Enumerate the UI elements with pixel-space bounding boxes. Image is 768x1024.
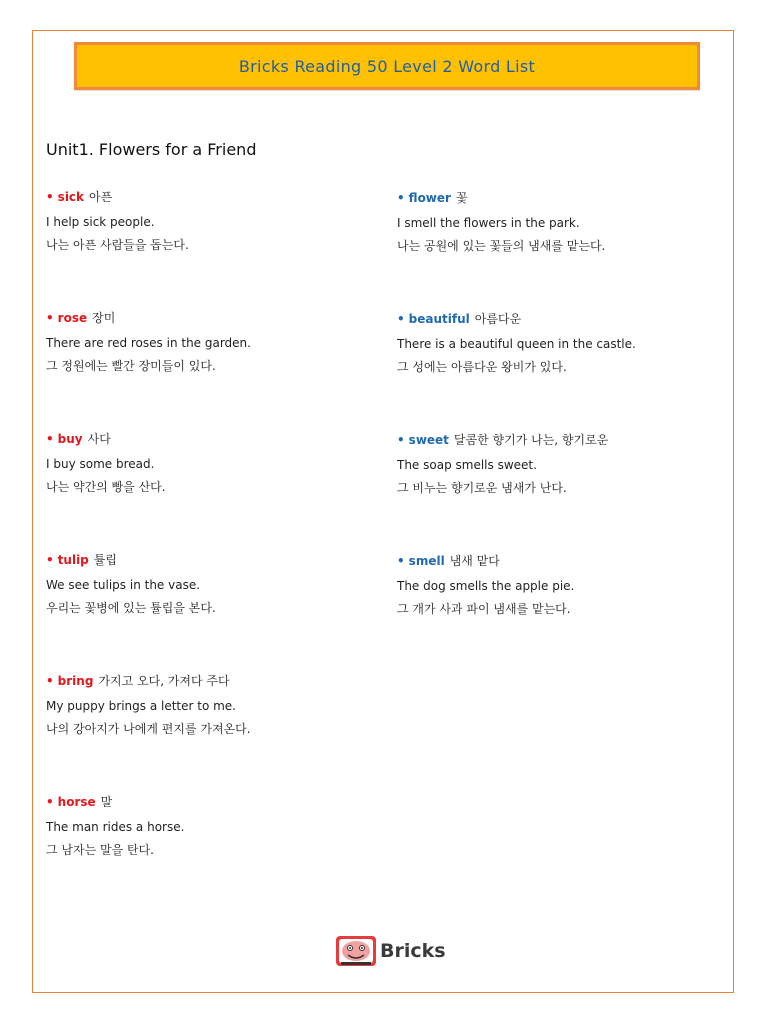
vocab-meaning: 냄새 맡다	[449, 554, 500, 568]
example-translation: 그 남자는 말을 탄다.	[46, 843, 154, 857]
example-sentence: I smell the flowers in the park.	[397, 216, 580, 230]
bullet: •	[46, 674, 54, 688]
example-translation: 나는 아픈 사람들을 돕는다.	[46, 238, 189, 252]
bricks-logo	[335, 934, 446, 968]
page-title: Bricks Reading 50 Level 2 Word List	[238, 56, 536, 76]
example-sentence: I help sick people.	[46, 215, 155, 229]
vocab-word: smell	[408, 554, 445, 568]
vocab-entry	[46, 433, 376, 495]
vocab-entry	[46, 554, 376, 616]
example-sentence: The man rides a horse.	[46, 820, 185, 834]
bullet: •	[397, 191, 405, 205]
vocab-entry	[397, 192, 727, 254]
vocab-word: buy	[57, 432, 83, 446]
vocab-word: beautiful	[408, 312, 470, 326]
bullet: •	[46, 190, 54, 204]
example-sentence: We see tulips in the vase.	[46, 578, 201, 592]
example-translation: 나는 공원에 있는 꽃들의 냄새를 맡는다.	[397, 239, 606, 253]
vocab-meaning: 말	[100, 795, 113, 809]
bullet: •	[46, 432, 54, 446]
example-sentence: There is a beautiful queen in the castle.	[397, 337, 636, 351]
vocab-entry	[46, 796, 376, 858]
example-sentence: The dog smells the apple pie.	[397, 579, 575, 593]
example-translation: 나의 강아지가 나에게 편지를 가져온다.	[46, 722, 251, 736]
example-translation: 그 개가 사과 파이 냄새를 맡는다.	[397, 602, 571, 616]
example-sentence: My puppy brings a letter to me.	[46, 699, 236, 713]
vocab-meaning: 사다	[87, 432, 111, 446]
vocab-entry	[46, 312, 376, 374]
bricks-mascot-icon	[335, 934, 377, 968]
bullet: •	[46, 795, 54, 809]
unit-title: Unit1. Flowers for a Friend	[46, 140, 257, 159]
vocab-entry	[46, 675, 376, 737]
vocab-word: tulip	[57, 553, 89, 567]
vocab-word: horse	[57, 795, 96, 809]
vocab-word: flower	[408, 191, 451, 205]
example-translation: 그 성에는 아름다운 왕비가 있다.	[397, 360, 567, 374]
vocab-meaning: 꽃	[455, 191, 468, 205]
vocab-entry	[397, 555, 727, 617]
vocab-word: sick	[57, 190, 85, 204]
logo-text: Bricks	[380, 940, 446, 962]
bullet: •	[46, 311, 54, 325]
vocab-entry	[46, 191, 376, 253]
vocab-meaning: 아름다운	[474, 312, 522, 326]
example-sentence: The soap smells sweet.	[397, 458, 537, 472]
example-translation: 나는 약간의 빵을 산다.	[46, 480, 166, 494]
vocab-meaning: 아픈	[89, 190, 113, 204]
vocab-meaning: 장미	[92, 311, 116, 325]
bullet: •	[397, 312, 405, 326]
vocab-word: bring	[57, 674, 94, 688]
vocab-entry	[397, 434, 727, 496]
vocab-word: sweet	[408, 433, 449, 447]
bullet: •	[397, 433, 405, 447]
example-sentence: I buy some bread.	[46, 457, 155, 471]
title-banner	[74, 42, 700, 90]
vocab-word: rose	[57, 311, 88, 325]
vocab-meaning: 달콤한 향기가 나는, 향기로운	[453, 433, 609, 447]
example-translation: 그 비누는 향기로운 냄새가 난다.	[397, 481, 567, 495]
vocab-meaning: 가지고 오다, 가져다 주다	[98, 674, 230, 688]
example-translation: 우리는 꽃병에 있는 튤립을 본다.	[46, 601, 216, 615]
bullet: •	[397, 554, 405, 568]
bullet: •	[46, 553, 54, 567]
example-sentence: There are red roses in the garden.	[46, 336, 251, 350]
vocab-entry	[397, 313, 727, 375]
vocab-meaning: 튤립	[93, 553, 117, 567]
example-translation: 그 정원에는 빨간 장미들이 있다.	[46, 359, 216, 373]
